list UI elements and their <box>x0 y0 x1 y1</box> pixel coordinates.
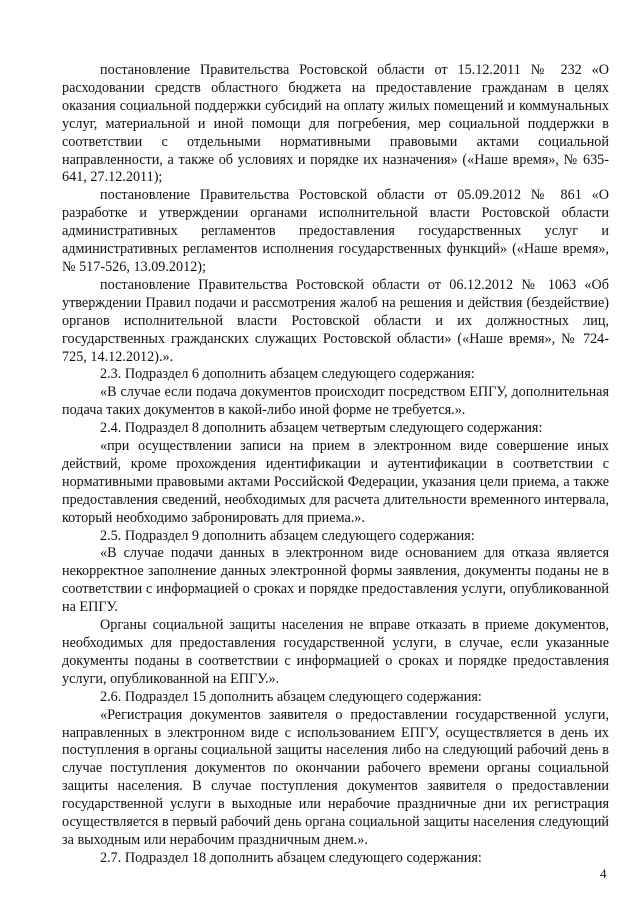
paragraph-item-2-3: 2.3. Подраздел 6 дополнить абзацем следующего содержания: <box>100 366 475 383</box>
paragraph-item-2-7: 2.7. Подраздел 18 дополнить абзацем следующего содержания: <box>100 849 482 866</box>
paragraph-item-2-5-text-2: Органы социальной защиты населения не вправе отказать в приеме документов, необходимых для предоставления государственной услуги, в случае, если указанные документы поданы в соответствии с информацией о сроках и порядке предоставления услуги, опубликованной на ЕПГУ.». <box>62 617 609 687</box>
paragraph-item-2-4: 2.4. Подраздел 8 дополнить абзацем четвертым следующего содержания: <box>100 420 543 437</box>
paragraph-decree-861: постановление Правительства Ростовской области от 05.09.2012 № 861 «О разработке и утверждении органами исполнительной власти Ростовской области административных регламентов предоставления государственных услуг и административных регламентов исполнения государственных функций» («Наше время», № 517-526, 13.09.2012); <box>62 187 609 275</box>
paragraph-item-2-6: 2.6. Подраздел 15 дополнить абзацем следующего содержания: <box>100 688 482 705</box>
paragraph-item-2-3-text: «В случае если подача документов происходит посредством ЕПГУ, дополнительная подача таких документов в какой-либо иной форме не требуется.». <box>62 384 609 419</box>
page-number: 4 <box>600 866 607 881</box>
paragraph-item-2-5-text: «В случае подачи данных в электронном виде основанием для отказа является некорректное заполнение данных электронной формы заявления, документы поданы не в соответствии с информацией о сроках и порядке предоставления услуги, опубликованной на ЕПГУ. <box>62 545 609 616</box>
document-body <box>62 62 609 868</box>
paragraph-item-2-4-text: «при осуществлении записи на прием в электронном виде совершение иных действий, кроме прохождения идентификации и аутентификации в соответствии с нормативными правовыми актами Российской Федерации, указания цели приема, а также предоставления сведений, необходимых для расчета длительности временного интервала, который необходимо забронировать для приема.». <box>62 438 609 526</box>
paragraph-decree-232: постановление Правительства Ростовской области от 15.12.2011 № 232 «О расходовании средств областного бюджета на предоставление гражданам в целях оказания социальной поддержки субсидий на оплату жилых помещений и коммунальных услуг, материальной и иной помощи для погребения, мер социальной поддержки в соответствии с отдельными нормативными правовыми актами социальной направленности, а также об условиях и порядке их назначения» («Наше время», № 635-641, 27.12.2011); <box>62 62 609 186</box>
paragraph-item-2-6-text: «Регистрация документов заявителя о предоставлении государственной услуги, направленных в электронном виде с использованием ЕПГУ, осуществляется в день их поступления в органы социальной защиты населения либо на следующий рабочий день в случае поступления документов по окончании рабочего времени органы социальной защиты населения. В случае поступления документов заявителя о предоставлении государственной услуги в выходные или нерабочие праздничные дни их регистрация осуществляется в первый рабочий день органа социальной защиты населения следующий за выходным или нерабочим праздничным днем.». <box>62 706 609 848</box>
paragraph-item-2-5: 2.5. Подраздел 9 дополнить абзацем следующего содержания: <box>100 527 475 544</box>
paragraph-decree-1063: постановление Правительства Ростовской области от 06.12.2012 № 1063 «Об утверждении Правил подачи и рассмотрения жалоб на решения и действия (бездействие) органов исполнительной власти Ростовской области и их должностных лиц, государственных гражданских служащих Ростовской области» («Наше время», № 724-725, 14.12.2012).». <box>62 276 609 365</box>
